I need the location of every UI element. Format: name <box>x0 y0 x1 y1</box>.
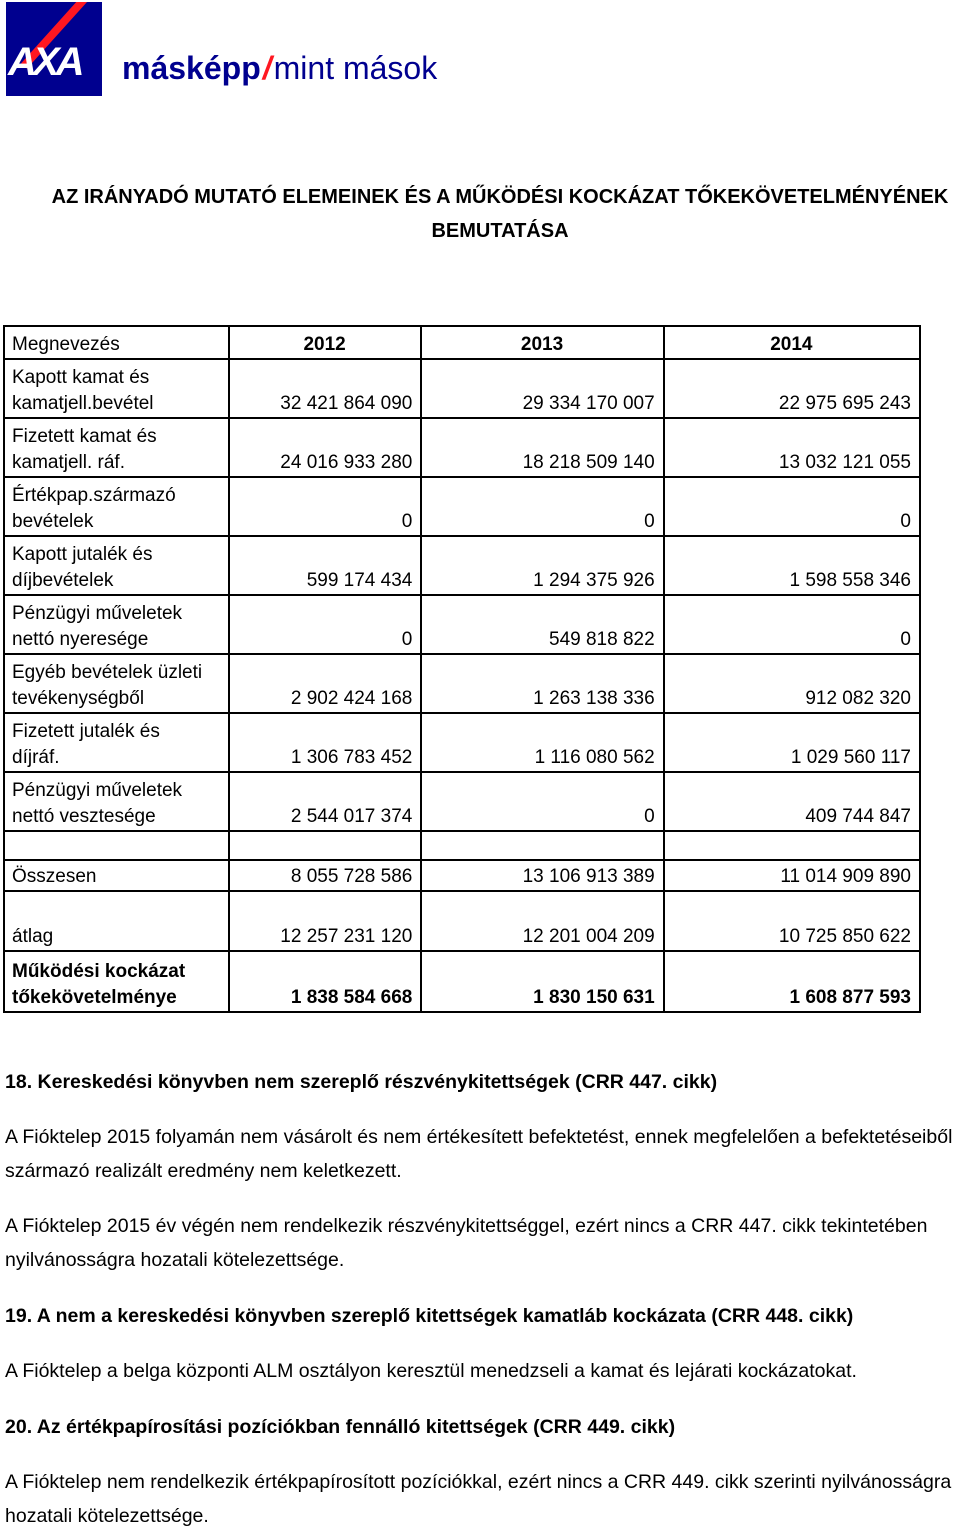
table-row <box>4 713 920 772</box>
table-row <box>4 536 920 595</box>
value-cell: 24 016 933 280 <box>229 418 422 477</box>
value-cell: 8 055 728 586 <box>229 860 422 891</box>
row-label: átlag <box>4 891 229 951</box>
section-heading: 18. Kereskedési könyvben nem szereplő részvénykitettségek (CRR 447. cikk) <box>5 1071 718 1093</box>
value-cell: 0 <box>421 772 663 831</box>
value-cell: 13 106 913 389 <box>421 860 663 891</box>
row-label-line: díjbevételek <box>12 570 114 591</box>
row-label <box>4 772 229 831</box>
value-cell: 2 544 017 374 <box>229 772 422 831</box>
row-label-line: Egyéb bevételek üzleti <box>12 662 203 683</box>
table-row <box>4 418 920 477</box>
value-cell: 409 744 847 <box>664 772 920 831</box>
value-cell: 912 082 320 <box>664 654 920 713</box>
section-19-heading <box>5 1299 955 1333</box>
total-row <box>4 860 920 891</box>
value-cell: 0 <box>664 477 920 536</box>
row-label <box>4 359 229 418</box>
value-cell: 22 975 695 243 <box>664 359 920 418</box>
value-cell: 12 201 004 209 <box>421 891 663 951</box>
section-20-heading <box>5 1410 955 1444</box>
row-label <box>4 477 229 536</box>
section-19-paragraph-1: A Fióktelep a belga központi ALM osztályon keresztül menedzseli a kamat és lejárati kockázatokat. <box>5 1360 857 1382</box>
section-heading: 19. A nem a kereskedési könyvben szereplő kitettségek kamatláb kockázata (CRR 448. cikk) <box>5 1305 854 1327</box>
row-label <box>4 713 229 772</box>
average-row <box>4 891 920 951</box>
value-cell: 1 306 783 452 <box>229 713 422 772</box>
axa-logo <box>6 2 102 96</box>
row-label-line: Pénzügyi műveletek <box>12 780 183 801</box>
row-label-line: nettó nyeresége <box>12 629 149 650</box>
row-label <box>4 654 229 713</box>
empty-cell <box>229 831 422 860</box>
brand-tagline <box>122 48 437 88</box>
row-label-line: Pénzügyi műveletek <box>12 603 183 624</box>
value-cell: 0 <box>664 595 920 654</box>
operational-risk-table <box>3 325 921 1013</box>
row-label-line: Kapott jutalék és <box>12 544 153 565</box>
table-header-row <box>4 326 920 359</box>
table-row <box>4 359 920 418</box>
row-label: Összesen <box>4 860 229 891</box>
row-label-line: tőkekövetelménye <box>12 987 177 1008</box>
empty-cell <box>664 831 920 860</box>
value-cell: 10 725 850 622 <box>664 891 920 951</box>
section-18-paragraph-1: A Fióktelep 2015 folyamán nem vásárolt és nem értékesített befektetést, ennek megfelelően a befektetéseiből származó realizált eredmény nem keletkezett. <box>5 1126 953 1182</box>
page-header <box>6 2 506 98</box>
row-label-line: tevékenységből <box>12 688 145 709</box>
tagline-rest: mint mások <box>273 50 438 86</box>
row-label <box>4 536 229 595</box>
row-label-line: Értékpap.származó <box>12 485 176 506</box>
value-cell: 13 032 121 055 <box>664 418 920 477</box>
value-cell: 549 818 822 <box>421 595 663 654</box>
value-cell: 1 598 558 346 <box>664 536 920 595</box>
row-label-line: bevételek <box>12 511 94 532</box>
value-cell: 0 <box>229 477 422 536</box>
value-cell: 0 <box>421 477 663 536</box>
value-cell: 29 334 170 007 <box>421 359 663 418</box>
value-cell: 1 294 375 926 <box>421 536 663 595</box>
logo-text: AXA <box>8 40 81 84</box>
row-label-line: kamatjell.bevétel <box>12 393 154 414</box>
value-cell: 1 116 080 562 <box>421 713 663 772</box>
value-cell: 12 257 231 120 <box>229 891 422 951</box>
value-cell: 0 <box>229 595 422 654</box>
requirement-row <box>4 951 920 1012</box>
header-cell: 2012 <box>229 326 422 359</box>
value-cell: 11 014 909 890 <box>664 860 920 891</box>
row-label-line: díjráf. <box>12 747 60 768</box>
page-title: AZ IRÁNYADÓ MUTATÓ ELEMEINEK ÉS A MŰKÖDÉSI KOCKÁZAT TŐKEKÖVETELMÉNYÉNEK BEMUTATÁSA <box>51 186 949 242</box>
table-row <box>4 477 920 536</box>
empty-cell <box>4 831 229 860</box>
row-label <box>4 951 229 1012</box>
section-20-paragraph-1: A Fióktelep nem rendelkezik értékpapírosított pozíciókkal, ezért nincs a CRR 449. cikk szerinti nyilvánosságra hozatali kötelezettsége. <box>5 1471 952 1527</box>
value-cell: 1 838 584 668 <box>229 951 422 1012</box>
value-cell: 1 608 877 593 <box>664 951 920 1012</box>
table-row <box>4 595 920 654</box>
table-row <box>4 654 920 713</box>
section-heading: 20. Az értékpapírosítási pozíciókban fennálló kitettségek (CRR 449. cikk) <box>5 1416 676 1438</box>
value-cell: 599 174 434 <box>229 536 422 595</box>
empty-cell <box>421 831 663 860</box>
value-cell: 1 263 138 336 <box>421 654 663 713</box>
section-18-paragraph-2: A Fióktelep 2015 év végén nem rendelkezik részvénykitettséggel, ezért nincs a CRR 447. cikk tekintetében nyilvánosságra hozatali kötelezettsége. <box>5 1215 928 1271</box>
tagline-strong: másképp <box>122 50 261 86</box>
value-cell: 32 421 864 090 <box>229 359 422 418</box>
header-cell: 2013 <box>421 326 663 359</box>
row-label <box>4 418 229 477</box>
row-label-line: Kapott kamat és <box>12 367 150 388</box>
table-row <box>4 772 920 831</box>
value-cell: 18 218 509 140 <box>421 418 663 477</box>
row-label-line: Fizetett jutalék és <box>12 721 160 742</box>
value-cell: 1 029 560 117 <box>664 713 920 772</box>
row-label <box>4 595 229 654</box>
value-cell: 1 830 150 631 <box>421 951 663 1012</box>
section-18-heading <box>5 1065 955 1099</box>
tagline-slash-icon: / <box>262 50 272 86</box>
row-label-line: Fizetett kamat és <box>12 426 157 447</box>
row-label-line: kamatjell. ráf. <box>12 452 125 473</box>
row-label-line: Működési kockázat <box>12 961 186 982</box>
value-cell: 2 902 424 168 <box>229 654 422 713</box>
header-cell: Megnevezés <box>4 326 229 359</box>
row-label-line: nettó vesztesége <box>12 806 156 827</box>
header-cell: 2014 <box>664 326 920 359</box>
spacer-row <box>4 831 920 860</box>
